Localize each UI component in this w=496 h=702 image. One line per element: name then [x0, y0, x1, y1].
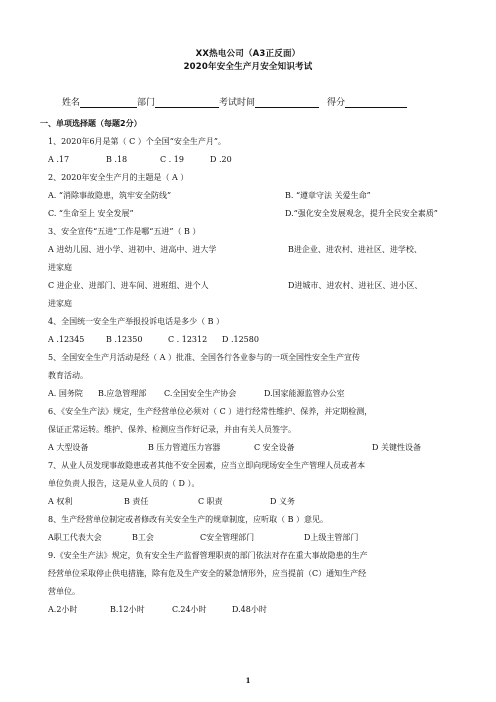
answer-option: C 职责: [198, 497, 223, 506]
answer-option: D.48小时: [232, 605, 267, 614]
dept-blank: [155, 96, 219, 108]
answer-option: A .17: [48, 155, 70, 164]
answer-option: B工会: [132, 533, 154, 542]
answer-option: C.全国安全生产协会: [164, 389, 237, 398]
answer-option: D 义务: [270, 497, 295, 506]
answer-option: B进企业、进农村、进社区、进学校、: [288, 245, 422, 254]
answer-option: D.国家能源监管办公室: [264, 389, 345, 398]
question-text-line: 单位负责人报告，这是从业人员的（ D ）。: [48, 479, 200, 488]
dept-label: 部门: [137, 98, 156, 108]
exam-subtitle: 2020年安全生产月安全知识考试: [183, 62, 313, 72]
answer-option: C. “生命至上 安全发展”: [48, 209, 134, 218]
answer-option: B. “遵章守法 关爱生命”: [285, 191, 371, 200]
answer-option: C . 12312: [168, 335, 208, 344]
answer-option: D .20: [210, 155, 232, 164]
answer-option: B.应急管理部: [98, 389, 147, 398]
name-label: 姓名: [62, 98, 81, 108]
question-text-line: 6、《安全生产法》规定，生产经营单位必须对（ C ）进行经常性维护、保养，并定期检测，: [48, 407, 373, 416]
question-text-line: 2、2020年安全生产月的主题是（ A ）: [48, 173, 189, 182]
answer-option: A职工代表大会: [48, 533, 102, 542]
question-text-line: 5、全国安全生产月活动是经（ A ）批准、全国各行各业参与的一项全国性安全生产宣传: [48, 353, 360, 362]
answer-option: D .12580: [222, 335, 259, 344]
answer-option: A 进幼儿园、进小学、进初中、进高中、进大学: [48, 245, 217, 254]
answer-option: C 进企业、进部门、进车间、进班组、进个人: [48, 281, 209, 290]
question-text-line: 营单位。: [48, 587, 80, 596]
answer-option: B 压力管道压力容器: [148, 443, 221, 452]
question-text-line: 经营单位采取停止供电措施，除有危及生产安全的紧急情形外，应当提前（C）通知生产经: [48, 569, 367, 578]
answer-option: A .12345: [48, 335, 85, 344]
question-text-line: 进家庭: [48, 263, 72, 272]
answer-option: C 安全设备: [254, 443, 295, 452]
answer-option: A. “消除事故隐患，筑牢安全防线”: [48, 191, 172, 200]
answer-option: B .12350: [106, 335, 143, 344]
question-text-line: 保证正常运转。维护、保养、检测应当作好记录，并由有关人员签字。: [48, 425, 296, 434]
answer-option: A 权利: [48, 497, 73, 506]
examinee-info-row: [62, 95, 442, 109]
section-heading: 一、单项选择题（每题2分）: [40, 119, 142, 128]
answer-option: D 关键性设备: [372, 443, 421, 452]
answer-option: D上级主管部门: [304, 533, 359, 542]
answer-option: A.2小时: [48, 605, 78, 614]
question-text-line: 进家庭: [48, 299, 72, 308]
question-text-line: 9.《安全生产法》规定，负有安全生产监督管理职责的部门依法对存在重大事故隐患的生产: [48, 551, 368, 560]
score-blank: [345, 96, 407, 108]
answer-option: C . 19: [160, 155, 184, 164]
answer-option: C.24小时: [172, 605, 207, 614]
score-label: 得分: [327, 98, 346, 108]
document-title: XX热电公司（A3正反面）: [195, 49, 301, 59]
question-text-line: 4、全国统一安全生产举报投诉电话是多少（ B ）: [48, 317, 225, 326]
question-text-line: 8、生产经营单位制定或者修改有关安全生产的规章制度，应听取（ B ）意见。: [48, 515, 329, 524]
answer-option: C安全管理部门: [200, 533, 255, 542]
answer-option: B 责任: [124, 497, 149, 506]
page-number: 1: [245, 676, 251, 685]
question-text-line: 教育活动。: [48, 371, 88, 380]
answer-option: D进城市、进农村、进社区、进小区、: [288, 281, 423, 290]
question-text-line: 7、从业人员发现事故隐患或者其他不安全因素，应当立即向现场安全生产管理人员或者本: [48, 461, 366, 470]
answer-option: D.“强化安全发展观念，提升全民安全素质”: [285, 209, 438, 218]
answer-option: B .18: [106, 155, 128, 164]
time-blank: [255, 96, 319, 108]
answer-option: A 大型设备: [48, 443, 89, 452]
answer-option: B.12小时: [110, 605, 145, 614]
time-label: 考试时间: [219, 98, 256, 108]
question-text-line: 3、安全宣传“五进”工作是哪“五进”（ B ）: [48, 227, 201, 236]
answer-option: A. 国务院: [48, 389, 83, 398]
name-blank: [80, 96, 137, 108]
question-text-line: 1、2020年6月是第（ C ）个全国“安全生产月”。: [48, 137, 226, 146]
